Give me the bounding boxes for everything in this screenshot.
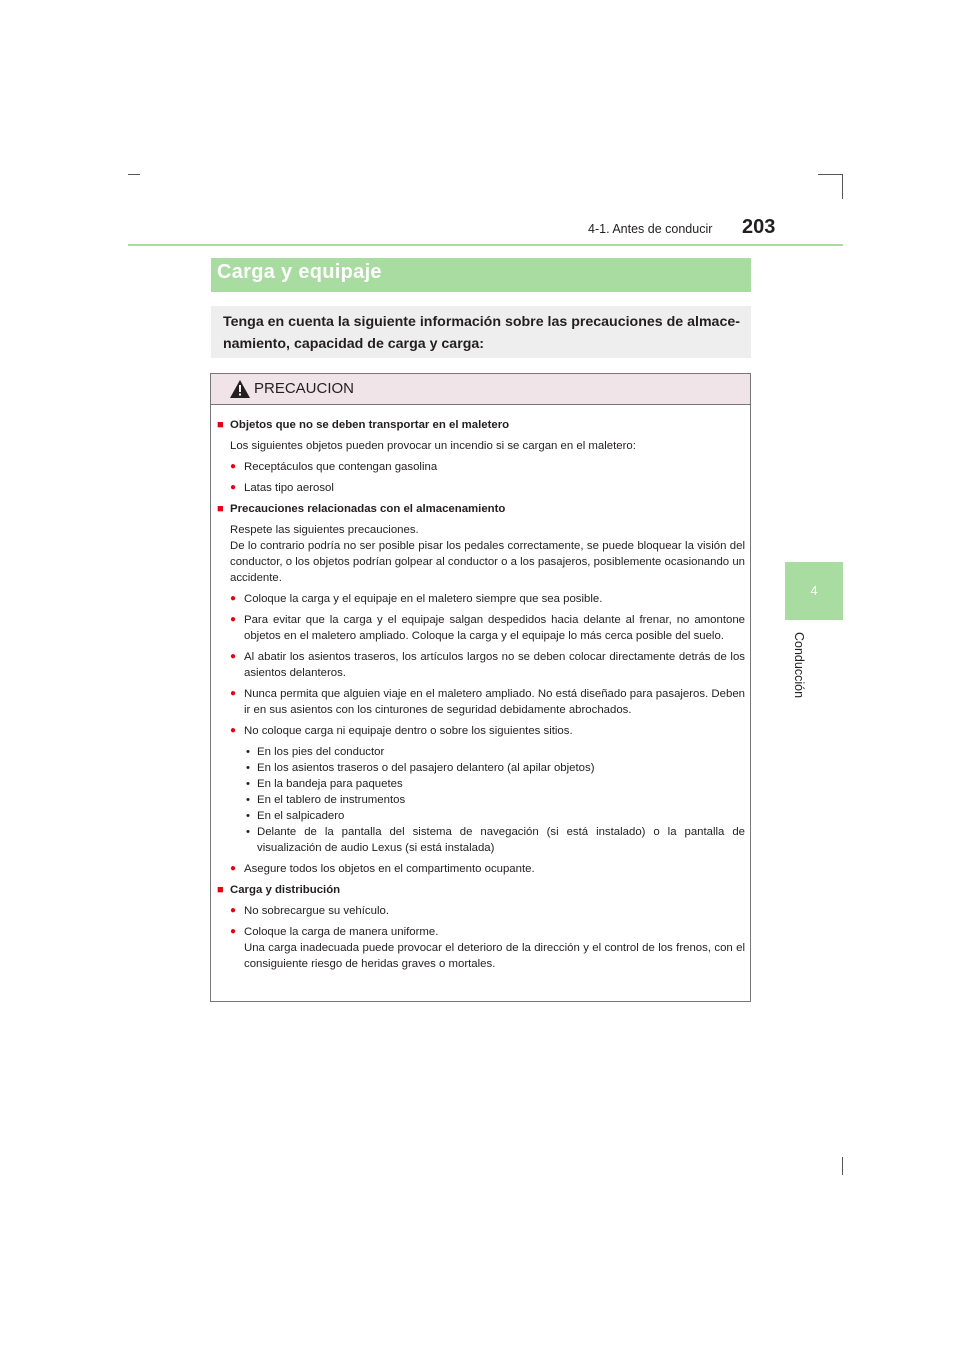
bullet-item: ● Al abatir los asientos traseros, los artículos largos no se deben colocar directamente detrás de los asientos delanteros. [217,649,745,681]
page-title: Carga y equipaje [217,261,382,283]
sub-item: • En los pies del conductor [217,744,745,760]
bullet-item: ● Asegure todos los objetos en el compartimento ocupante. [217,861,745,877]
crop-mark [842,174,843,199]
chapter-tab [785,562,843,620]
chapter-number: 4 [810,583,818,598]
bullet-item: ● Nunca permita que alguien viaje en el maletero ampliado. No está diseñado para pasajeros. Deben ir en sus asientos con los cinturones de seguridad debidamente abrochados. [217,686,745,718]
crop-mark [818,174,843,175]
section-heading: ■ Precauciones relacionadas con el almacenamiento [217,501,745,517]
bullet-item: ● No coloque carga ni equipaje dentro o sobre los siguientes sitios. [217,723,745,739]
section-label: 4-1. Antes de conducir [588,222,713,236]
sub-item: • En la bandeja para paquetes [217,776,745,792]
caution-box [210,373,751,1002]
sub-item: • En los asientos traseros o del pasajero delantero (al apilar objetos) [217,760,745,776]
caution-content [217,417,745,977]
crop-mark [128,174,140,175]
title-bar [211,258,751,292]
bullet-item: ● Receptáculos que contengan gasolina [217,459,745,475]
paragraph: Los siguientes objetos pueden provocar un incendio si se cargan en el maletero: [230,440,636,452]
paragraph: Una carga inadecuada puede provocar el deterioro de la dirección y el control de los frenos, con el consiguiente riesgo de heridas graves o mortales. [244,942,745,970]
intro-text: Tenga en cuenta la siguiente información sobre las precauciones de almacenamiento, capacidad de carga y carga: [211,306,751,358]
section-heading: ■ Carga y distribución [217,882,745,898]
bullet-item: ● No sobrecargue su vehículo. [217,903,745,919]
crop-mark [842,1157,843,1175]
paragraph: De lo contrario podría no ser posible pisar los pedales correctamente, se puede bloquear la visión del conductor, o los objetos podrían golpear al conductor o a los pasajeros, posiblemente ocasionando un accidente. [230,540,745,584]
chapter-label: Conducción [792,632,806,699]
section-heading: ■ Objetos que no se deben transportar en el maletero [217,417,745,433]
sub-item: • En el salpicadero [217,808,745,824]
sub-item: • Delante de la pantalla del sistema de navegación (si está instalado) o la pantalla de visualización de audio Lexus (si está instalada) [217,824,745,856]
header-rule [128,244,843,246]
bullet-item: ● Coloque la carga de manera uniforme. [217,924,745,940]
caution-label: PRECAUCION [254,380,355,397]
page-number: 203 [742,216,776,238]
bullet-item: ● Para evitar que la carga y el equipaje salgan despedidos hacia delante al frenar, no amontone objetos en el maletero ampliado. Coloque la carga y el equipaje lo más cerca posible del suelo. [217,612,745,644]
warning-icon [230,380,250,398]
paragraph: Respete las siguientes precauciones. [230,524,419,536]
bullet-item: ● Latas tipo aerosol [217,480,745,496]
sub-item: • En el tablero de instrumentos [217,792,745,808]
bullet-item: ● Coloque la carga y el equipaje en el maletero siempre que sea posible. [217,591,745,607]
caution-header [211,374,750,405]
